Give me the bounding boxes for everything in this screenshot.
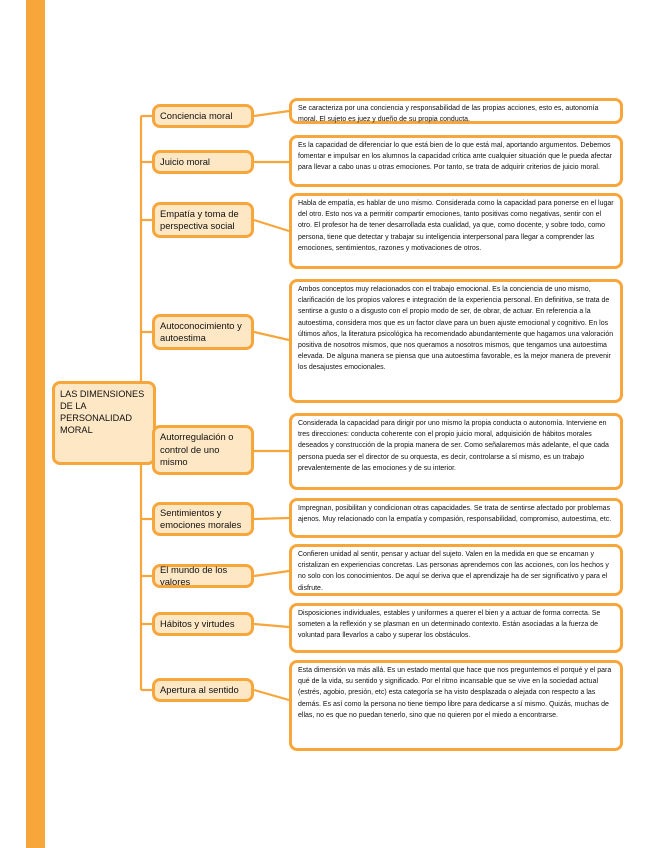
- desc-connector-1: [254, 111, 289, 116]
- description-box-conciencia-moral: [289, 98, 623, 124]
- description-text: Disposiciones individuales, estables y uniformes a querer el bien y a actuar de forma correcta. Se someten a la reflexión y se plasman en un determinado contexto. Están asociadas a la fuerza de voluntad para llevarlos a cabo y superar los obstáculos.: [298, 610, 601, 640]
- dimension-box-valores: [152, 564, 254, 588]
- dimension-label: Hábitos y virtudes: [160, 617, 235, 629]
- dimension-box-empatia: [152, 202, 254, 238]
- description-box-autoconocimiento: [289, 279, 623, 403]
- description-text: Impregnan, posibilitan y condicionan otras capacidades. Se trata de sentirse afectado por problemas ajenos. Muy relacionado con la empatía y compasión, responsabilidad, compromiso, autoestima, etc.: [298, 505, 612, 524]
- description-text: Se caracteriza por una conciencia y responsabilidad de las propias acciones, esto es, autonomía moral. El sujeto es juez y dueño de su propia conducta.: [298, 105, 599, 124]
- dimension-label: Conciencia moral: [160, 109, 233, 121]
- dimension-label: Autorregulación o control de uno mismo: [160, 431, 234, 468]
- dimension-box-autoconocimiento: [152, 314, 254, 350]
- description-box-sentimientos: [289, 498, 623, 538]
- description-box-habitos: [289, 603, 623, 653]
- dimension-label: Apertura al sentido: [160, 683, 239, 695]
- dimension-box-sentimientos: [152, 502, 254, 536]
- description-text: Habla de empatía, es hablar de uno mismo. Considerada como la capacidad para ponerse en el lugar del otro. Esto nos va a permitir compartir emociones, tanto positivas como negativas, sentir con el otro. El profesor ha de tener desarrollada esta cualidad, ya que, como docente, y sobre todo, como persona, tiene que detectar y trabajar su inteligencia interpersonal para llegar a comprender las emociones, sentimientos, razones y motivaciones de otros.: [298, 200, 614, 252]
- description-box-apertura: [289, 660, 623, 751]
- desc-connector-8: [254, 624, 289, 627]
- description-box-valores: [289, 544, 623, 596]
- dimension-label: Sentimientos y emociones morales: [160, 506, 242, 530]
- desc-connector-7: [254, 571, 289, 576]
- dimension-box-autorregulacion: [152, 425, 254, 475]
- description-box-empatia: [289, 193, 623, 269]
- description-box-autorregulacion: [289, 413, 623, 490]
- dimension-label: Juicio moral: [160, 155, 211, 167]
- root-concept-box: [52, 381, 156, 465]
- description-text: Ambos conceptos muy relacionados con el trabajo emocional. Es la conciencia de uno mismo, clarificación de los propios valores e integración de la experiencia personal. En definitiva, se trata de sentirse a gusto o a disgusto con el propio modo de ser, de obrar, de actuar. En referencia a la autoestima, considera mos que es un factor clave para un buen ajuste emocional y cognitivo. En los últimos años, la literatura psicológica ha recomendado abundantemente que hagamos una valoración positiva de nosotros mismos, que nos queramos a nosotros mismos, que tengamos una autoestima elevada. De alguna manera se piensa que una autoestima favorable, es la mejor manera de prevenir los desajustes emocionales.: [298, 286, 614, 372]
- description-text: Confieren unidad al sentir, pensar y actuar del sujeto. Valen en la medida en que se encarnan y cristalizan en experiencias concretas. Las personas aprendemos con las acciones, con los hechos y no solo con los conocimientos. De aquí se deriva que el aprendizaje ha de ser significativo y para el disfrute.: [298, 551, 609, 592]
- desc-connector-9: [254, 690, 289, 700]
- dimension-box-habitos: [152, 612, 254, 636]
- desc-connector-4: [254, 332, 289, 340]
- description-text: Esta dimensión va más allá. Es un estado mental que hace que nos preguntemos el porqué y el para qué de la vida, su sentido y significado. Por el ritmo incansable que se vive en la sociedad actual (estrés, agobio, presión, etc) esta categoría se ha visto desplazada o alejada con respecto a las demás. Es así como la persona no tiene tiempo libre para dedicarse a sí mismo. Quizás, muchas de ellas, no es que no puedan tenerlo, sino que no quieren por el miedo a encontrarse.: [298, 667, 612, 719]
- dimension-label: El mundo de los valores: [160, 563, 228, 587]
- dimension-box-apertura: [152, 678, 254, 702]
- description-text: Es la capacidad de diferenciar lo que está bien de lo que está mal, aportando argumentos. Debemos fomentar e impulsar en los alumnos la capacidad crítica ante cualquier situación que le pueda afectar para llevar a cabo unas u otras emociones. Por tanto, se trata de adquirir criterios de juicio moral.: [298, 142, 613, 172]
- dimension-box-juicio-moral: [152, 150, 254, 174]
- description-box-juicio-moral: [289, 135, 623, 187]
- dimension-label: Empatía y toma de perspectiva social: [160, 207, 239, 231]
- description-text: Considerada la capacidad para dirigir por uno mismo la propia conducta o autonomía. Interviene en tres direcciones: conducta coherente con el propio juicio moral, adquisición de hábitos morales deseados y construcción de la propia manera de ser. Como señalaremos más adelante, el que cada persona pueda ser el director de su orquesta, es decir, controlarse a sí mismo, es un trabajo prevalentemente de las emociones y de su interior.: [298, 420, 609, 472]
- dimension-label: Autoconocimiento y autoestima: [160, 319, 242, 343]
- dimension-box-conciencia-moral: [152, 104, 254, 128]
- desc-connector-3: [254, 220, 289, 231]
- desc-connector-6: [254, 518, 289, 519]
- root-concept-label: LAS DIMENSIONES DE LA PERSONALIDAD MORAL: [60, 389, 145, 435]
